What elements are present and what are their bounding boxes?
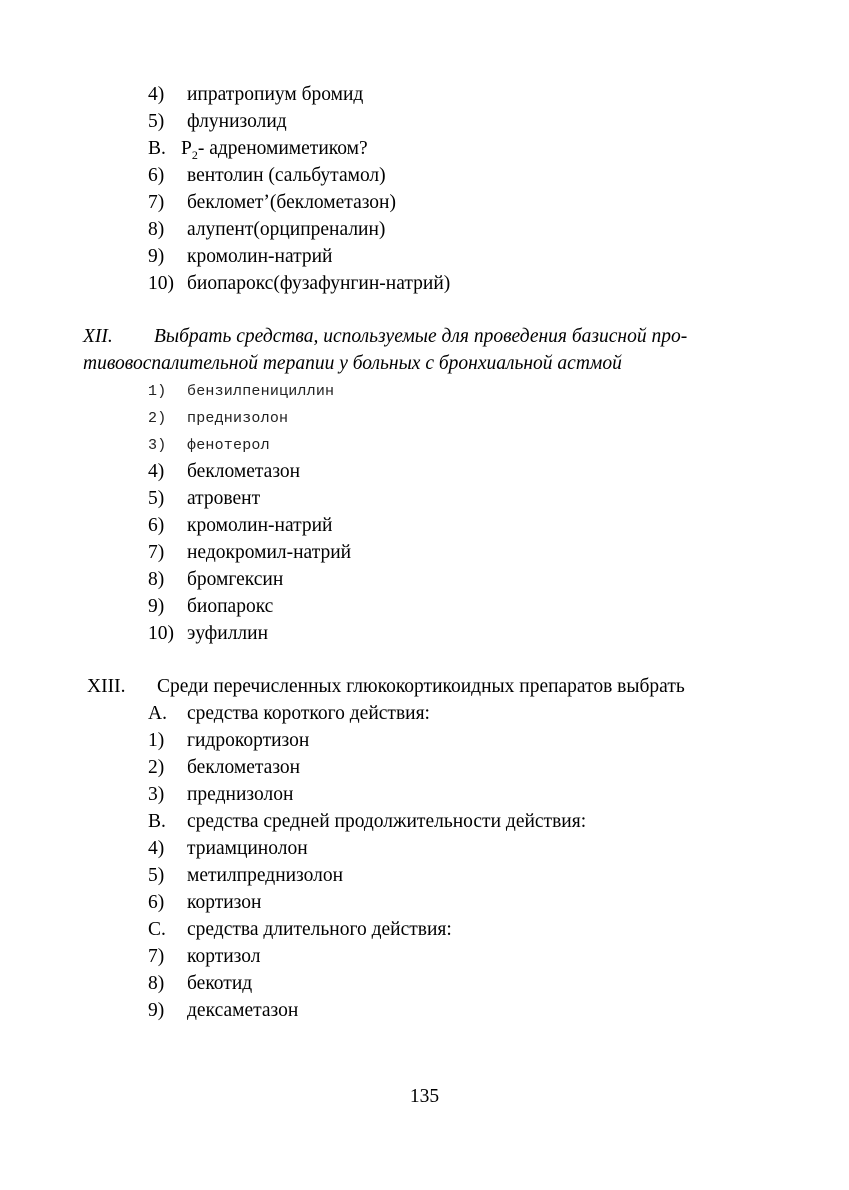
- list-item-text: флунизолид: [187, 111, 287, 132]
- list-item-text: кортизон: [187, 892, 262, 913]
- list-item-number: B.: [148, 138, 166, 159]
- list-item-text: фенотерол: [187, 437, 270, 454]
- list-item-number: 9): [148, 1000, 165, 1021]
- list-item-text: триамцинолон: [187, 838, 308, 859]
- list-item-number: 5): [148, 488, 165, 509]
- list-item-letter: В.: [148, 811, 166, 832]
- list-item-number: 7): [148, 542, 165, 563]
- question-text: Среди перечисленных глюкокортикоидных препаратов выбрать: [157, 676, 685, 697]
- list-item-number: 8): [148, 569, 165, 590]
- list-item-number: 5): [148, 111, 165, 132]
- list-item-text: атровент: [187, 488, 261, 509]
- question-text-line2: тивовоспалительной терапии у больных с бронхиальной астмой: [83, 353, 622, 374]
- list-item-text: бромгексин: [187, 569, 284, 590]
- beta-symbol: P: [181, 138, 192, 159]
- list-item-number: 5): [148, 865, 165, 886]
- list-item-text: беклометʼ(беклометазон): [187, 192, 396, 213]
- list-item-number: 4): [148, 84, 165, 105]
- list-item-number: 10): [148, 273, 174, 294]
- list-item-number: 4): [148, 461, 165, 482]
- list-item-text: метилпреднизолон: [187, 865, 344, 886]
- list-item-text: эуфиллин: [187, 623, 269, 644]
- list-item-text: беклометазон: [187, 757, 301, 778]
- list-item-text: кортизол: [187, 946, 261, 967]
- list-item-number: 2): [148, 757, 165, 778]
- list-item-text: беклометазон: [187, 461, 301, 482]
- list-item-text: гидрокортизон: [187, 730, 310, 751]
- list-item-number: 1): [148, 730, 165, 751]
- list-item-text: недокромил-натрий: [187, 542, 352, 563]
- list-item-text: дексаметазон: [187, 1000, 299, 1021]
- subheading-text: средства средней продолжительности действия:: [187, 811, 587, 832]
- list-item-text: кромолин-натрий: [187, 246, 333, 267]
- list-item-number: 3): [148, 437, 167, 454]
- list-item-number: 1): [148, 383, 167, 400]
- list-item-number: 8): [148, 219, 165, 240]
- list-item-number: 9): [148, 246, 165, 267]
- subheading-text: средства короткого действия:: [187, 703, 430, 724]
- page-number: 135: [409, 1086, 440, 1107]
- question-text-line1: Выбрать средства, используемые для проведения базисной про-: [154, 326, 688, 347]
- list-item-number: 10): [148, 623, 174, 644]
- list-item-text: биопарокс(фузафунгин-натрий): [187, 273, 451, 294]
- list-item-letter: А.: [148, 703, 167, 724]
- list-item-number: 9): [148, 596, 165, 617]
- subheading-text: средства длительного действия:: [187, 919, 452, 940]
- list-item-number: 6): [148, 515, 165, 536]
- list-item-number: 8): [148, 973, 165, 994]
- list-item-number: 6): [148, 165, 165, 186]
- list-item-number: 4): [148, 838, 165, 859]
- list-item-text: вентолин (сальбутамол): [187, 165, 386, 186]
- list-item-text: преднизолон: [187, 410, 289, 427]
- list-item-number: 3): [148, 784, 165, 805]
- list-item-text: ипратропиум бромид: [187, 84, 364, 105]
- list-item-text: преднизолон: [187, 784, 294, 805]
- list-item-text: алупент(орципреналин): [187, 219, 386, 240]
- list-item-text: кромолин-натрий: [187, 515, 333, 536]
- section-number: XIII.: [87, 676, 126, 697]
- subscript: 2: [191, 147, 198, 162]
- list-item-text-tail: - адреномиметиком?: [197, 138, 368, 159]
- list-item-text: биопарокс: [187, 596, 274, 617]
- section-number: XII.: [83, 326, 113, 347]
- list-item-number: 7): [148, 192, 165, 213]
- list-item-number: 6): [148, 892, 165, 913]
- list-item-text: бекотид: [187, 973, 253, 994]
- list-item-text: бензилпенициллин: [187, 383, 335, 400]
- list-item-letter: С.: [148, 919, 166, 940]
- list-item-number: 7): [148, 946, 165, 967]
- list-item-text: [181, 138, 368, 160]
- list-item-number: 2): [148, 410, 167, 427]
